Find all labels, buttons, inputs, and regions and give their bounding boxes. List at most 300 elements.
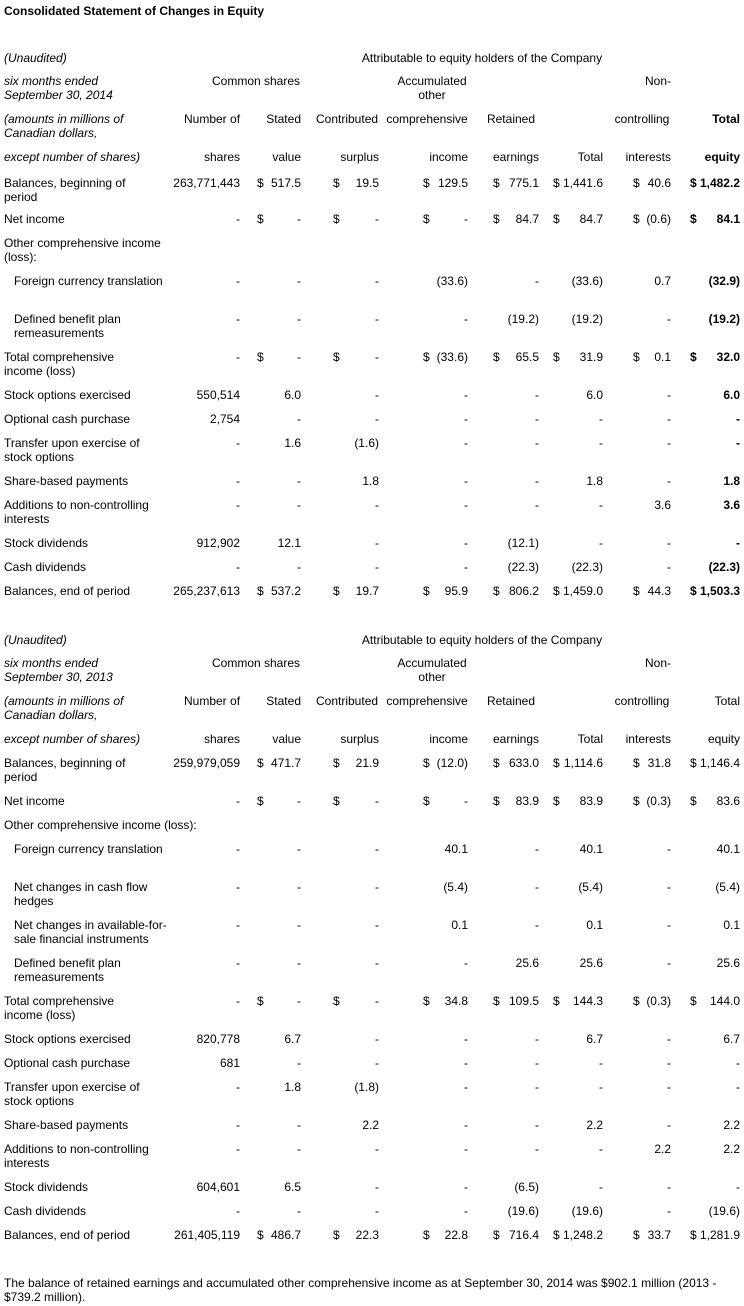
cell-total-equity: (19.2) [708,312,740,326]
cell-retained-earnings: 25.6 [515,956,539,970]
currency-symbol: $ [333,584,340,598]
subheader-accumulated-oci: income [429,732,468,746]
cell-accumulated-oci: 0.1 [451,918,468,932]
cell-contributed-surplus: 2.2 [362,1118,379,1132]
cell-stated-value: - [297,498,301,512]
cell-total-equity: 2.2 [723,1118,740,1132]
cell-number-of-shares: - [236,794,240,808]
row-label: Stock dividends [4,536,89,550]
page-title: Consolidated Statement of Changes in Equity [4,4,265,18]
row-label: Balances, beginning of period [4,756,126,784]
cell-stated-value: 6.5 [284,1180,301,1194]
currency-symbol: $ [553,212,560,226]
unaudited-label: (Unaudited) [4,51,67,65]
currency-symbol: $ [690,1228,697,1242]
currency-symbol: $ [690,584,697,598]
cell-accumulated-oci: - [464,1080,468,1094]
row-label: Balances, end of period [4,1228,131,1242]
cell-stated-value: - [297,1118,301,1132]
currency-symbol: $ [690,176,697,190]
cell-total: 1.8 [586,474,603,488]
cell-contributed-surplus: 1.8 [362,474,379,488]
cell-total: 1,248.2 [562,1228,603,1242]
row-label: Cash dividends [4,1204,87,1218]
cell-total: 2.2 [586,1118,603,1132]
subheader-accumulated-oci: income [429,150,468,164]
header-non-controlling-interests: controlling [614,694,670,708]
currency-symbol: $ [333,794,340,808]
row-label: Other comprehensive income (loss): [4,818,197,832]
cell-non-controlling-interests: - [667,1032,671,1046]
row-label: Additions to non-controlling interests [4,498,149,526]
attributable-heading: Attributable to equity holders of the Company [361,633,603,647]
subheader-total-equity: equity [704,150,740,164]
header-total-equity: Total [712,112,740,126]
cell-total-equity: (22.3) [708,560,740,574]
row-label: Share-based payments [4,474,129,488]
cell-accumulated-oci: - [464,956,468,970]
cell-stated-value: - [297,412,301,426]
cell-accumulated-oci: 22.8 [444,1228,468,1242]
cell-contributed-surplus: (1.8) [354,1080,379,1094]
cell-number-of-shares: - [236,1118,240,1132]
cell-number-of-shares: - [236,956,240,970]
cell-contributed-surplus: - [375,1204,379,1218]
subheader-stated-value: value [272,150,301,164]
row-label: Net income [4,212,65,226]
cell-number-of-shares: - [236,212,240,226]
currency-symbol: $ [333,350,340,364]
cell-number-of-shares: - [236,350,240,364]
row-label: Optional cash purchase [4,1056,131,1070]
currency-symbol: $ [690,794,697,808]
cell-retained-earnings: 775.1 [508,176,539,190]
cell-accumulated-oci: - [464,474,468,488]
cell-contributed-surplus: - [375,212,379,226]
currency-symbol: $ [553,176,560,190]
currency-symbol: $ [493,794,500,808]
cell-retained-earnings: (19.2) [507,312,539,326]
header-stated-value: Stated [266,694,301,708]
cell-stated-value: 486.7 [270,1228,301,1242]
cell-number-of-shares: - [236,994,240,1008]
cell-accumulated-oci: 34.8 [444,994,468,1008]
cell-total: 144.3 [572,994,603,1008]
cell-contributed-surplus: - [375,274,379,288]
header-number-of-shares: Number of [184,112,241,126]
row-label: Defined benefit plan remeasurements [14,312,121,340]
cell-retained-earnings: - [535,1056,539,1070]
cell-number-of-shares: 681 [219,1056,240,1070]
cell-number-of-shares: - [236,880,240,894]
cell-contributed-surplus: - [375,1056,379,1070]
currency-symbol: $ [553,994,560,1008]
cell-total: 1,459.0 [562,584,603,598]
cell-retained-earnings: - [535,880,539,894]
cell-retained-earnings: - [535,1142,539,1156]
header-stated-value: Stated [266,112,301,126]
header-retained-earnings: Retained [486,112,536,126]
cell-total: 40.1 [579,842,603,856]
cell-total-equity: 1,503.3 [699,584,740,598]
currency-symbol: $ [553,1228,560,1242]
header-contributed-surplus: Contributed [316,694,379,708]
cell-stated-value: - [297,1056,301,1070]
cell-accumulated-oci: - [464,1204,468,1218]
cell-total: - [599,1142,603,1156]
cell-retained-earnings: 633.0 [508,756,539,770]
cell-accumulated-oci: - [464,536,468,550]
cell-number-of-shares: 604,601 [196,1180,240,1194]
header-accumulated-oci: comprehensive [386,112,468,126]
cell-stated-value: 6.7 [284,1032,301,1046]
cell-total-equity: (32.9) [708,274,740,288]
cell-total-equity: 25.6 [716,956,740,970]
cell-retained-earnings: - [535,274,539,288]
cell-number-of-shares: 259,979,059 [173,756,240,770]
cell-number-of-shares: - [236,436,240,450]
cell-number-of-shares: 820,778 [196,1032,240,1046]
cell-number-of-shares: - [236,312,240,326]
header-accumulated-oci: comprehensive [386,694,468,708]
row-label: Optional cash purchase [4,412,131,426]
cell-non-controlling-interests: - [667,1080,671,1094]
cell-retained-earnings: (22.3) [507,560,539,574]
cell-non-controlling-interests: 0.1 [654,350,671,364]
cell-retained-earnings: - [535,474,539,488]
cell-contributed-surplus: - [375,560,379,574]
currency-symbol: $ [633,794,640,808]
cell-total: - [599,412,603,426]
cell-contributed-surplus: - [375,498,379,512]
cell-accumulated-oci: - [464,412,468,426]
cell-contributed-surplus: - [375,918,379,932]
cell-contributed-surplus: - [375,794,379,808]
cell-total-equity: 144.0 [709,994,740,1008]
subheader-stated-value: value [272,732,301,746]
currency-symbol: $ [423,350,430,364]
cell-total-equity: 32.0 [716,350,740,364]
cell-contributed-surplus: - [375,956,379,970]
cell-total-equity: - [736,436,740,450]
cell-stated-value: - [297,312,301,326]
cell-contributed-surplus: 22.3 [355,1228,379,1242]
subheader-non-controlling-interests: interests [625,150,671,164]
row-label: Total comprehensive income (loss) [4,994,115,1022]
cell-accumulated-oci: - [464,1056,468,1070]
cell-total-equity: 1,146.4 [699,756,740,770]
cell-total-equity: 83.6 [716,794,740,808]
subheader-retained-earnings: earnings [492,150,539,164]
subheader-number-of-shares: shares [203,150,240,164]
cell-retained-earnings: - [535,388,539,402]
period-label: six months ended September 30, 2013 [4,656,113,684]
cell-accumulated-oci: - [464,212,468,226]
footnote: The balance of retained earnings and accumulated other comprehensive income as at September 30, 2014 was $902.1 million (2013 - $739.2 million). [4,1276,717,1304]
currency-symbol: $ [257,1228,264,1242]
cell-non-controlling-interests: - [667,312,671,326]
cell-non-controlling-interests: - [667,1118,671,1132]
currency-symbol: $ [493,212,500,226]
header-number-of-shares: Number of [184,694,241,708]
common-shares-heading: Common shares [211,656,301,670]
cell-retained-earnings: - [535,498,539,512]
cell-accumulated-oci: - [464,794,468,808]
cell-total-equity: - [736,536,740,550]
cell-retained-earnings: - [535,412,539,426]
cell-number-of-shares: 912,902 [196,536,240,550]
cell-total-equity: (5.4) [715,880,740,894]
cell-stated-value: - [297,1204,301,1218]
cell-stated-value: - [297,1142,301,1156]
currency-symbol: $ [553,584,560,598]
currency-symbol: $ [257,212,264,226]
cell-contributed-surplus: - [375,1032,379,1046]
currency-symbol: $ [633,1228,640,1242]
cell-total: (19.2) [571,312,603,326]
cell-total: (5.4) [578,880,603,894]
currency-symbol: $ [423,756,430,770]
row-label: Foreign currency translation [14,842,163,856]
cell-accumulated-oci: 129.5 [437,176,468,190]
currency-symbol: $ [493,994,500,1008]
currency-symbol: $ [257,794,264,808]
currency-symbol: $ [633,350,640,364]
cell-number-of-shares: - [236,474,240,488]
currency-symbol: $ [690,756,697,770]
except-label: except number of shares) [4,732,141,746]
cell-total-equity: - [736,412,740,426]
cell-non-controlling-interests: - [667,412,671,426]
cell-retained-earnings: - [535,1032,539,1046]
cell-stated-value: - [297,274,301,288]
row-label: Net changes in cash flow hedges [14,880,148,908]
currency-symbol: $ [633,584,640,598]
cell-accumulated-oci: - [464,560,468,574]
cell-retained-earnings: - [535,842,539,856]
cell-number-of-shares: 265,237,613 [173,584,240,598]
cell-non-controlling-interests: - [667,956,671,970]
subheader-total-equity: equity [707,732,740,746]
cell-total-equity: 40.1 [716,842,740,856]
currency-symbol: $ [553,350,560,364]
accumulated-heading: Accumulated other [397,656,467,684]
cell-non-controlling-interests: (0.3) [646,994,671,1008]
currency-symbol: $ [633,212,640,226]
currency-symbol: $ [553,756,560,770]
cell-retained-earnings: - [535,1118,539,1132]
cell-contributed-surplus: 19.7 [355,584,379,598]
cell-total: - [599,1056,603,1070]
cell-number-of-shares: - [236,1142,240,1156]
cell-stated-value: - [297,794,301,808]
currency-symbol: $ [333,756,340,770]
cell-retained-earnings: 83.9 [515,794,539,808]
cell-total: 0.1 [586,918,603,932]
cell-total: (33.6) [571,274,603,288]
cell-total-equity: 1,482.2 [699,176,740,190]
currency-symbol: $ [493,176,500,190]
cell-total: 1,441.6 [562,176,603,190]
cell-accumulated-oci: 40.1 [444,842,468,856]
currency-symbol: $ [257,350,264,364]
cell-non-controlling-interests: - [667,918,671,932]
cell-accumulated-oci: - [464,436,468,450]
currency-symbol: $ [493,350,500,364]
cell-non-controlling-interests: - [667,474,671,488]
cell-stated-value: 517.5 [270,176,301,190]
non-heading: Non- [644,74,671,88]
cell-contributed-surplus: - [375,994,379,1008]
cell-stated-value: 6.0 [284,388,301,402]
cell-total: - [599,536,603,550]
cell-accumulated-oci: (33.6) [436,274,468,288]
cell-total-equity: 6.0 [723,388,740,402]
subheader-retained-earnings: earnings [492,732,539,746]
currency-symbol: $ [633,756,640,770]
row-label: Stock options exercised [4,1032,131,1046]
currency-symbol: $ [423,584,430,598]
cell-total: 6.7 [586,1032,603,1046]
cell-accumulated-oci: - [464,388,468,402]
cell-stated-value: 471.7 [270,756,301,770]
cell-accumulated-oci: - [464,1142,468,1156]
row-label: Net changes in available-for-sale financial instruments [14,918,167,946]
header-non-controlling-interests: controlling [614,112,670,126]
cell-accumulated-oci: - [464,1118,468,1132]
currency-symbol: $ [690,350,697,364]
cell-contributed-surplus: - [375,536,379,550]
header-retained-earnings: Retained [486,694,536,708]
cell-total: 83.9 [579,794,603,808]
cell-total-equity: - [736,1056,740,1070]
cell-accumulated-oci: (33.6) [436,350,468,364]
cell-retained-earnings: 84.7 [515,212,539,226]
cell-retained-earnings: (6.5) [514,1180,539,1194]
cell-total: - [599,1180,603,1194]
subheader-number-of-shares: shares [203,732,240,746]
cell-stated-value: - [297,956,301,970]
cell-contributed-surplus: - [375,312,379,326]
currency-symbol: $ [493,756,500,770]
cell-number-of-shares: 550,514 [196,388,240,402]
cell-retained-earnings: 109.5 [508,994,539,1008]
cell-number-of-shares: - [236,842,240,856]
cell-stated-value: - [297,212,301,226]
cell-total-equity: - [736,1080,740,1094]
currency-symbol: $ [257,176,264,190]
attributable-heading: Attributable to equity holders of the Company [361,51,603,65]
cell-retained-earnings: (19.6) [507,1204,539,1218]
currency-symbol: $ [633,994,640,1008]
currency-symbol: $ [333,994,340,1008]
period-label: six months ended September 30, 2014 [4,74,113,102]
cell-stated-value: - [297,994,301,1008]
cell-non-controlling-interests: - [667,436,671,450]
currency-symbol: $ [493,1228,500,1242]
cell-contributed-surplus: - [375,1142,379,1156]
cell-accumulated-oci: (12.0) [436,756,468,770]
cell-contributed-surplus: (1.6) [354,436,379,450]
cell-number-of-shares: - [236,498,240,512]
cell-total: (22.3) [571,560,603,574]
subheader-total: Total [577,150,603,164]
row-label: Balances, beginning of period [4,176,126,204]
cell-total: 1,114.6 [563,756,603,770]
common-shares-heading: Common shares [211,74,301,88]
cell-total: - [599,1080,603,1094]
cell-non-controlling-interests: - [667,536,671,550]
cell-accumulated-oci: - [464,1032,468,1046]
cell-non-controlling-interests: 40.6 [647,176,671,190]
cell-stated-value: - [297,350,301,364]
unaudited-label: (Unaudited) [4,633,67,647]
currency-symbol: $ [633,176,640,190]
cell-total-equity: 3.6 [723,498,740,512]
cell-non-controlling-interests: - [667,560,671,574]
cell-contributed-surplus: 21.9 [355,756,379,770]
cell-stated-value: 12.1 [277,536,301,550]
cell-non-controlling-interests: - [667,388,671,402]
cell-number-of-shares: - [236,274,240,288]
cell-total: 84.7 [579,212,603,226]
cell-total-equity: (19.6) [708,1204,740,1218]
cell-number-of-shares: 2,754 [209,412,240,426]
cell-non-controlling-interests: - [667,1056,671,1070]
row-label: Transfer upon exercise of stock options [4,436,140,464]
cell-accumulated-oci: (5.4) [443,880,468,894]
currency-symbol: $ [257,756,264,770]
cell-retained-earnings: 716.4 [508,1228,539,1242]
cell-accumulated-oci: - [464,1180,468,1194]
cell-non-controlling-interests: 2.2 [654,1142,671,1156]
header-contributed-surplus: Contributed [316,112,379,126]
cell-total: 31.9 [579,350,603,364]
subheader-non-controlling-interests: interests [625,732,671,746]
cell-non-controlling-interests: 3.6 [654,498,671,512]
cell-total-equity: 0.1 [723,918,740,932]
cell-accumulated-oci: - [464,498,468,512]
amounts-label: (amounts in millions of Canadian dollars, [4,694,124,722]
cell-contributed-surplus: - [375,842,379,856]
row-label: Net income [4,794,65,808]
non-heading: Non- [644,656,671,670]
currency-symbol: $ [333,176,340,190]
row-label: Foreign currency translation [14,274,163,288]
header-total-equity: Total [714,694,740,708]
cell-stated-value: - [297,880,301,894]
cell-contributed-surplus: - [375,350,379,364]
currency-symbol: $ [423,212,430,226]
cell-retained-earnings: (12.1) [507,536,539,550]
cell-total-equity: 2.2 [723,1142,740,1156]
cell-contributed-surplus: 19.5 [355,176,379,190]
cell-total: - [599,436,603,450]
accumulated-heading: Accumulated other [397,74,467,102]
cell-retained-earnings: - [535,918,539,932]
cell-non-controlling-interests: 0.7 [654,274,671,288]
cell-stated-value: - [297,842,301,856]
cell-retained-earnings: 806.2 [508,584,539,598]
cell-accumulated-oci: 95.9 [444,584,468,598]
cell-non-controlling-interests: (0.6) [646,212,671,226]
currency-symbol: $ [423,176,430,190]
currency-symbol: $ [690,994,697,1008]
cell-stated-value: - [297,474,301,488]
cell-non-controlling-interests: - [667,1204,671,1218]
cell-non-controlling-interests: 31.8 [647,756,671,770]
row-label: Transfer upon exercise of stock options [4,1080,140,1108]
